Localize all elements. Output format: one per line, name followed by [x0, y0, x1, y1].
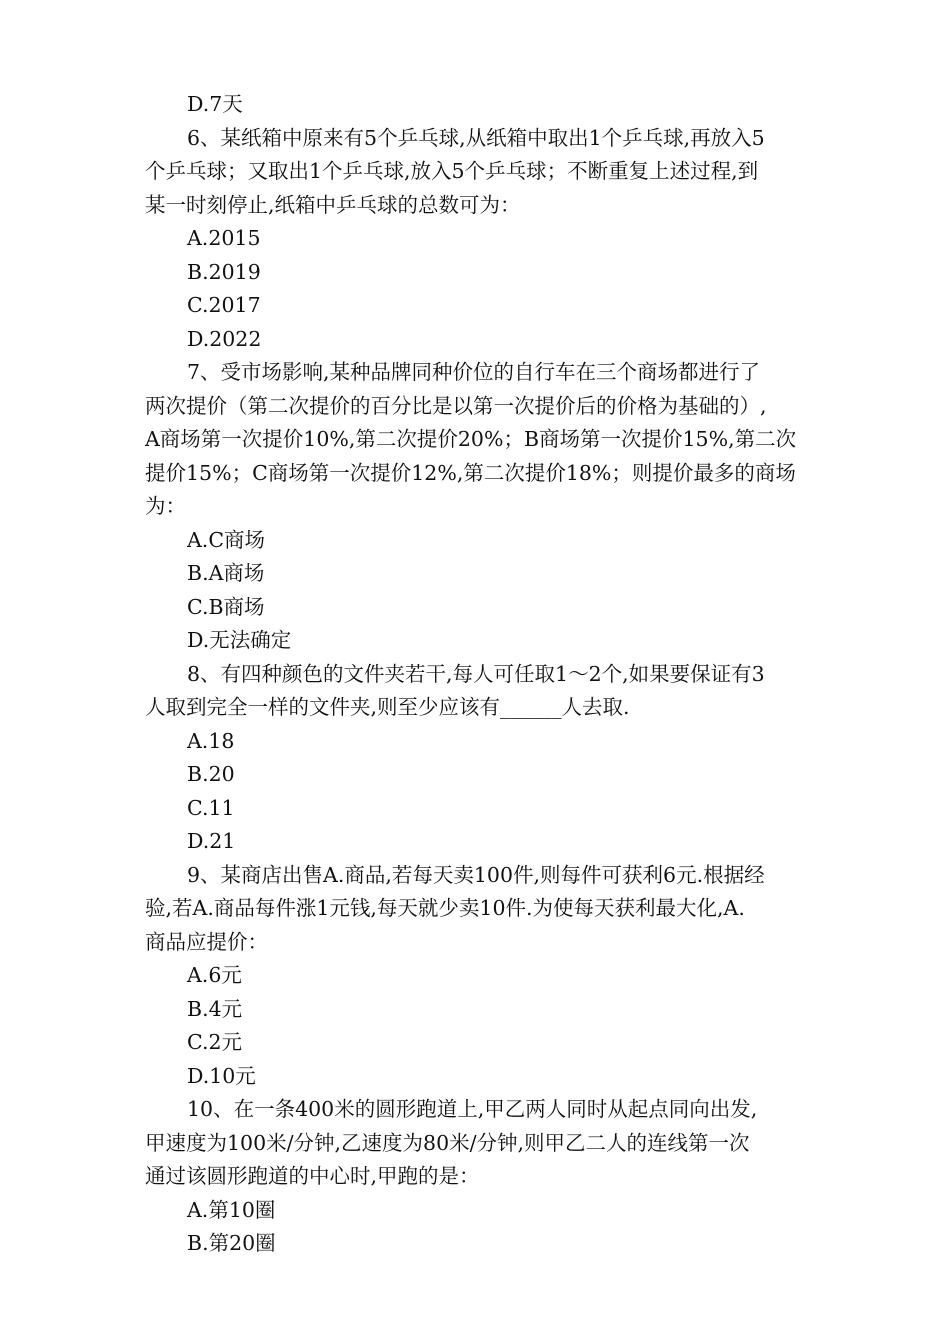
option-line: B.2019: [187, 259, 261, 284]
question-continuation: A商场第一次提价10%,第二次提价20%；B商场第一次提价15%,第二次: [145, 427, 797, 451]
option-line: C.B商场: [187, 594, 265, 619]
option-line: B.A商场: [187, 561, 265, 585]
question-line: 9、某商店出售A.商品,若每天卖100件,则每件可获利6元.根据经: [187, 862, 765, 887]
question-line: 7、受市场影响,某种品牌同种价位的自行车在三个商场都进行了: [187, 360, 761, 384]
option-line: A.第10圈: [187, 1197, 276, 1222]
option-line: A.2015: [187, 226, 261, 250]
question-line: 6、某纸箱中原来有5个乒乓球,从纸箱中取出1个乒乓球,再放入5: [187, 125, 765, 150]
option-line: A.6元: [187, 963, 242, 987]
question-continuation: 提价15%；C商场第一次提价12%,第二次提价18%；则提价最多的商场: [145, 460, 796, 485]
option-line: D.无法确定: [187, 628, 292, 652]
question-continuation: 甲速度为100米/分钟,乙速度为80米/分钟,则甲乙二人的连线第一次: [145, 1130, 750, 1155]
option-line: D.10元: [187, 1063, 256, 1088]
option-line: D.21: [187, 829, 236, 853]
option-line: C.11: [187, 795, 235, 820]
option-line: A.C商场: [187, 527, 266, 552]
option-line: B.第20圈: [187, 1231, 276, 1255]
question-continuation: 商品应提价：: [145, 929, 268, 954]
question-continuation: 为：: [145, 494, 186, 518]
option-line: B.20: [187, 762, 235, 786]
option-line: B.4元: [187, 996, 243, 1021]
question-continuation: 两次提价（第二次提价的百分比是以第一次提价后的价格为基础的）,: [145, 393, 767, 418]
option-line: C.2017: [187, 293, 261, 317]
question-continuation: 某一时刻停止,纸箱中乒乓球的总数可为：: [145, 192, 521, 217]
option-line: D.7天: [187, 92, 243, 116]
document-body: [145, 88, 810, 1261]
option-line: C.2元: [187, 1030, 243, 1054]
question-continuation: 人取到完全一样的文件夹,则至少应该有______人去取.: [145, 695, 630, 719]
question-continuation: 个乒乓球；又取出1个乒乓球,放入5个乒乓球；不断重复上述过程,到: [145, 159, 759, 183]
question-continuation: 验,若A.商品每件涨1元钱,每天就少卖10件.为使每天获利最大化,A.: [145, 896, 745, 920]
question-line: 8、有四种颜色的文件夹若干,每人可任取1～2个,如果要保证有3: [187, 661, 765, 686]
option-line: A.18: [187, 728, 235, 753]
question-line: 10、在一条400米的圆形跑道上,甲乙两人同时从起点同向出发,: [187, 1097, 758, 1121]
option-line: D.2022: [187, 326, 262, 351]
question-continuation: 通过该圆形跑道的中心时,甲跑的是：: [145, 1164, 480, 1188]
